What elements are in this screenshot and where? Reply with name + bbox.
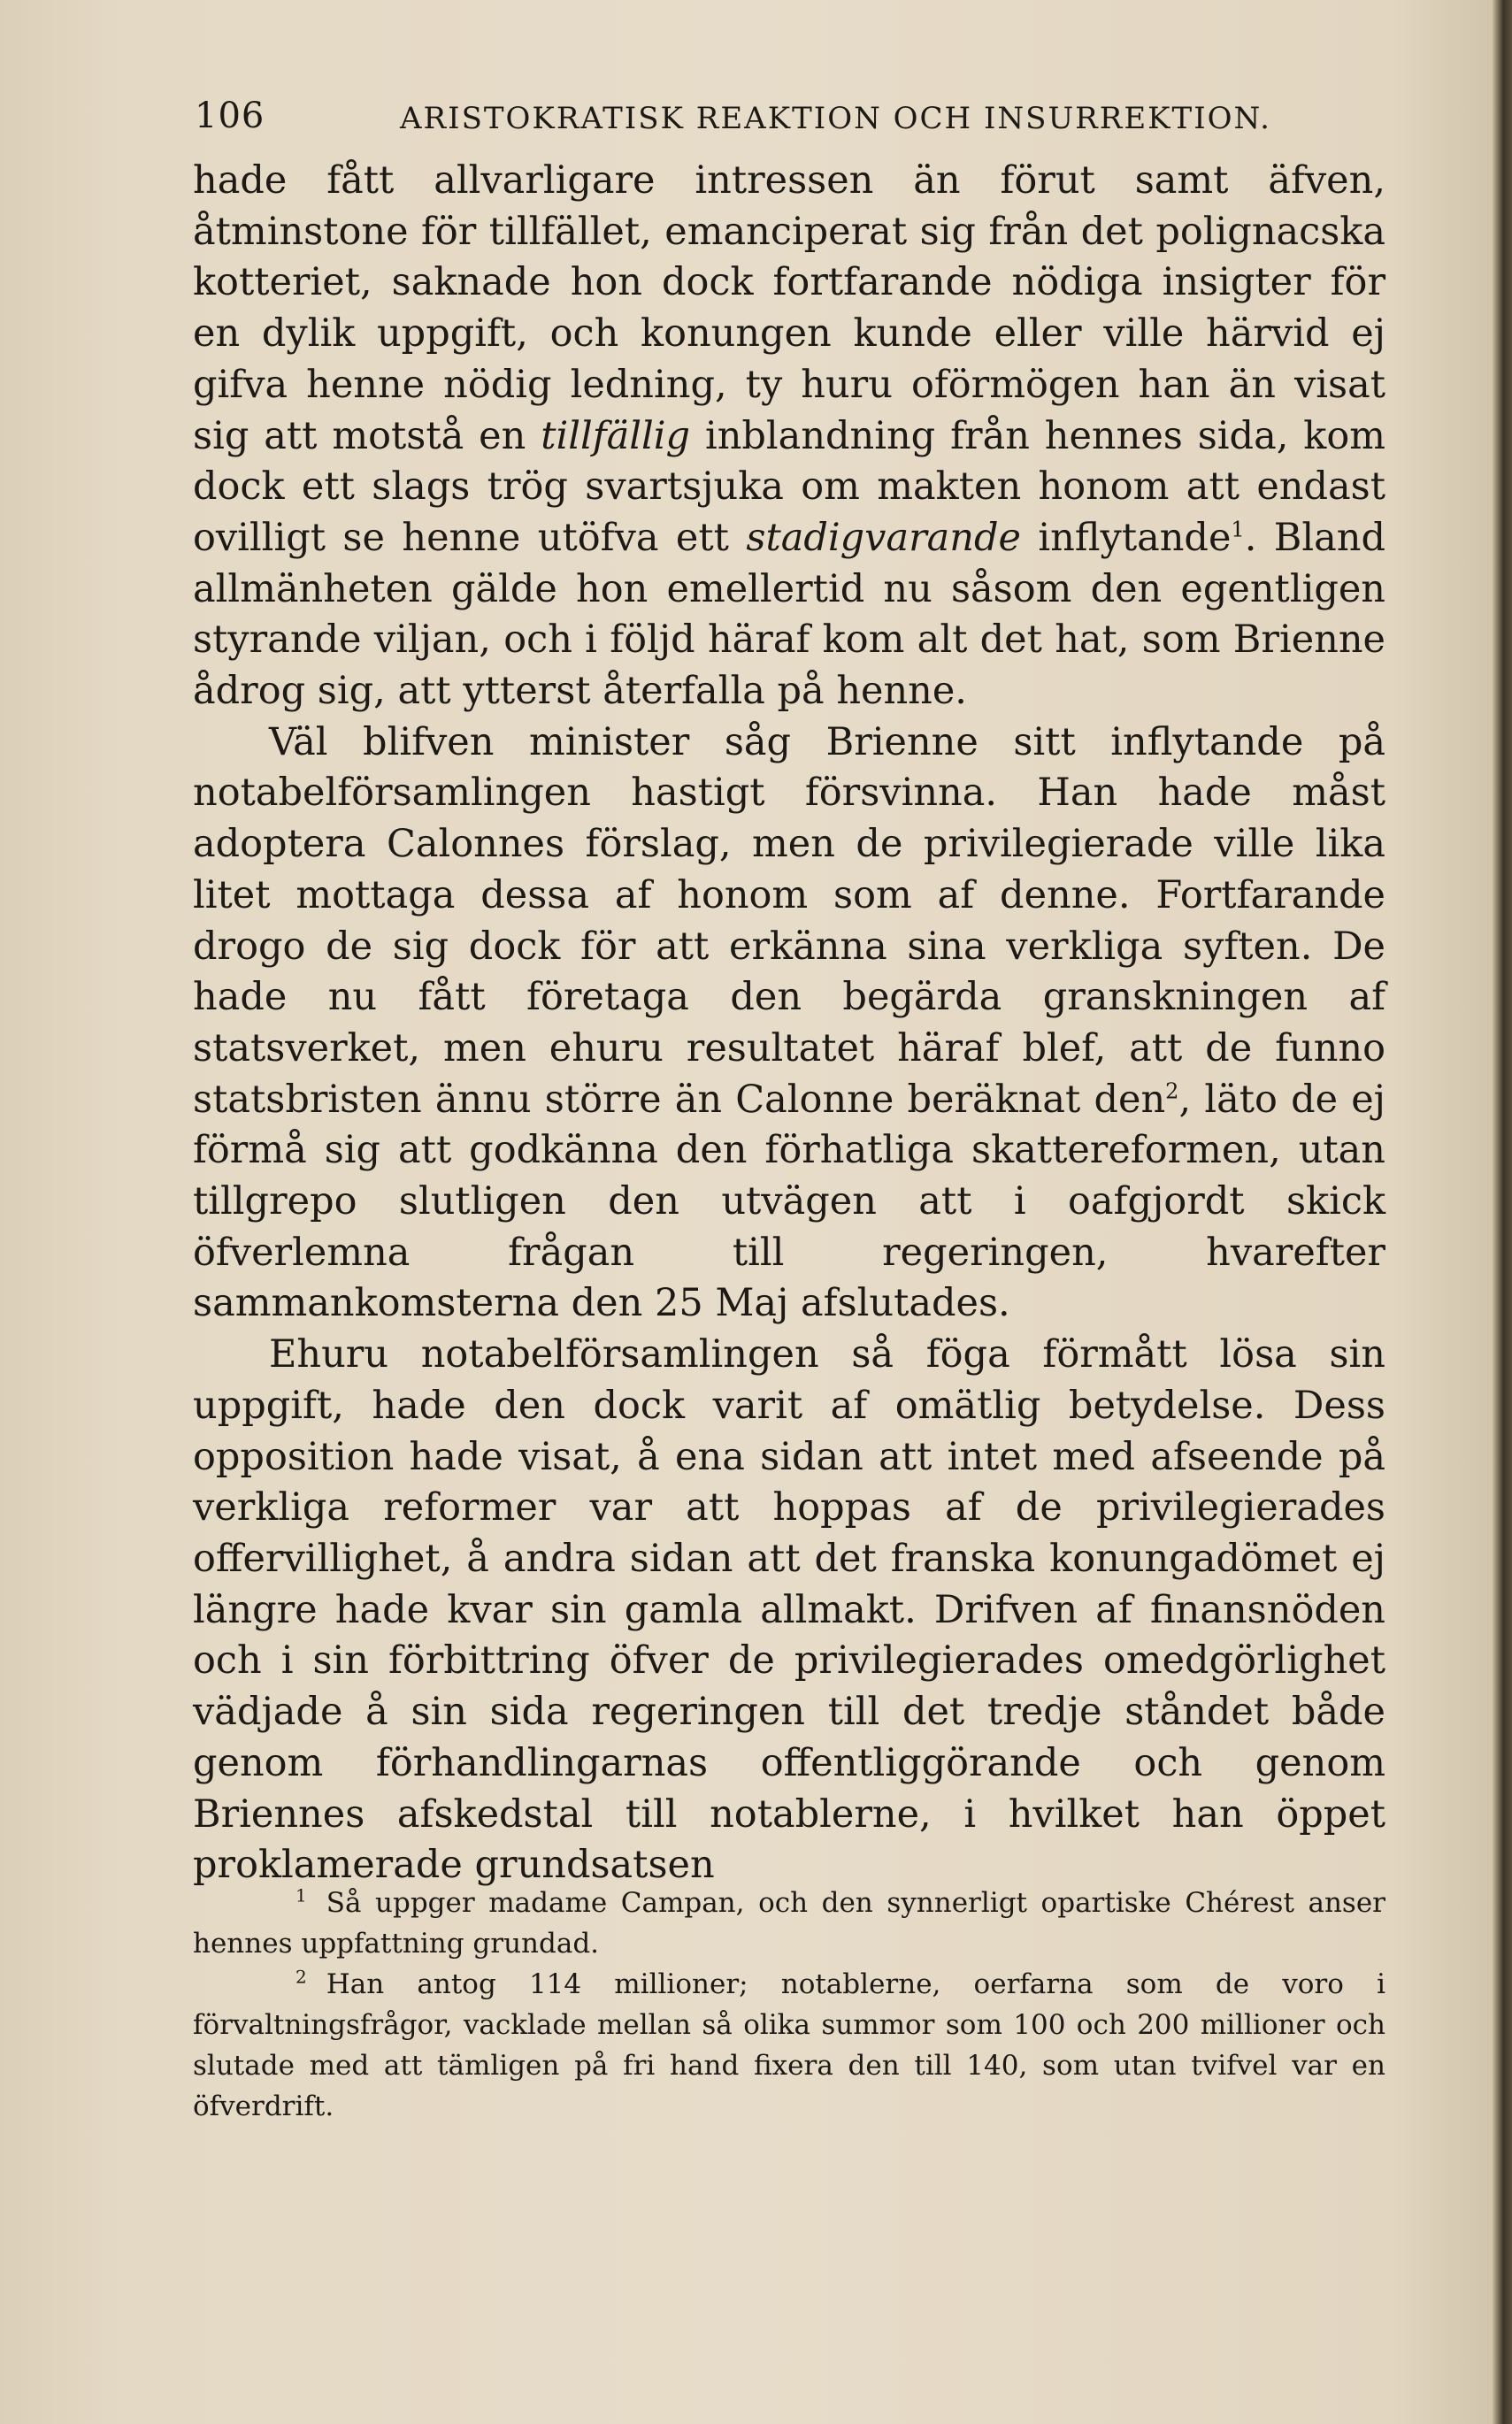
page-number: 106 bbox=[195, 96, 265, 136]
footnote-1 bbox=[193, 1883, 1385, 1964]
footnotes bbox=[193, 1883, 1385, 2127]
book-edge-shadow bbox=[1493, 0, 1512, 2424]
text-segment: , läto de ej förmå sig att godkänna den förhatliga skattereformen, utan tillgrepo slutligen den utvägen att i oafgjordt skick öfverlemna frågan till regeringen, hvarefter sammankomsterna den 25 Maj afslutades. bbox=[193, 1077, 1386, 1326]
footnote-mark: 1 bbox=[295, 1884, 307, 1906]
paragraph-1 bbox=[193, 156, 1385, 717]
footnote-reference: 1 bbox=[1231, 517, 1245, 542]
text-segment: . Bland allmänheten gälde hon emellertid nu såsom den egentligen styrande viljan, och i följd häraf kom alt det hat, som Brienne ådrog sig, att ytterst återfalla på henne. bbox=[193, 515, 1386, 714]
text-segment: Väl blifven minister såg Brienne sitt inflytande på notabelförsamlingen hastigt försvinna. Han hade måst adoptera Calonnes förslag, men de privilegierade ville lika litet mottaga dessa af honom som af denne. Fortfarande drogo de sig dock för att erkänna sina verkliga syften. De hade nu fått företaga den begärda granskningen af statsverket, men ehuru resultatet häraf blef, att de funno statsbristen ännu större än Calonne beräknat den bbox=[193, 719, 1385, 1122]
footnote-text: Han antog 114 millioner; notablerne, oerfarna som de voro i förvaltningsfrågor, vacklade mellan så olika summor som 100 och 200 millioner och slutade med att tämligen på fri hand fixera den till 140, som utan tvifvel var en öfverdrift. bbox=[193, 1968, 1385, 2122]
footnote-text: Så uppger madame Campan, och den synnerligt opartiske Chérest anser hennes uppfattning grundad. bbox=[193, 1887, 1385, 1960]
footnote-mark: 2 bbox=[295, 1966, 307, 1988]
running-title: ARISTOKRATISK REAKTION OCH INSURREKTION. bbox=[400, 101, 1271, 136]
text-segment: inblandning från hennes sida, kom dock ett slags trög svartsjuka om makten honom att endast ovilligt se henne utöfva ett bbox=[193, 413, 1385, 560]
text-segment: inflytande bbox=[1020, 515, 1232, 560]
footnote-2 bbox=[193, 1964, 1385, 2127]
text-segment: Ehuru notabelförsamlingen så föga förmått lösa sin uppgift, hade den dock varit af omätlig betydelse. Dess opposition hade visat, å ena sidan att intet med afseende på verkliga reformer var att hoppas af de privilegierades offervillighet, å andra sidan att det franska konungadömet ej längre hade kvar sin gamla allmakt. Drifven af finansnöden och i sin förbittring öfver de privilegierades omedgörlighet vädjade å sin sida regeringen till det tredje ståndet både genom förhandlingarnas offentliggörande och genom Briennes afskedstal till notablerne, i hvilket han öppet proklamerade grundsatsen bbox=[193, 1332, 1385, 1888]
footnote-reference: 2 bbox=[1165, 1078, 1179, 1104]
text-segment: hade fått allvarligare intressen än förut samt äfven, åtminstone för tillfället, emanciperat sig från det polignacska kotteriet, saknade hon dock fortfarande nödiga insigter för en dylik uppgift, och konungen kunde eller ville härvid ej gifva henne nödig ledning, ty huru oförmögen han än visat sig att motstå en bbox=[193, 158, 1385, 458]
italic-segment: stadigvarande bbox=[746, 515, 1021, 560]
page-header bbox=[195, 96, 1380, 149]
italic-segment: tillfällig bbox=[541, 413, 691, 458]
paragraph-2 bbox=[193, 717, 1385, 1330]
paragraph-3 bbox=[193, 1330, 1385, 1891]
body-text bbox=[193, 156, 1385, 1891]
